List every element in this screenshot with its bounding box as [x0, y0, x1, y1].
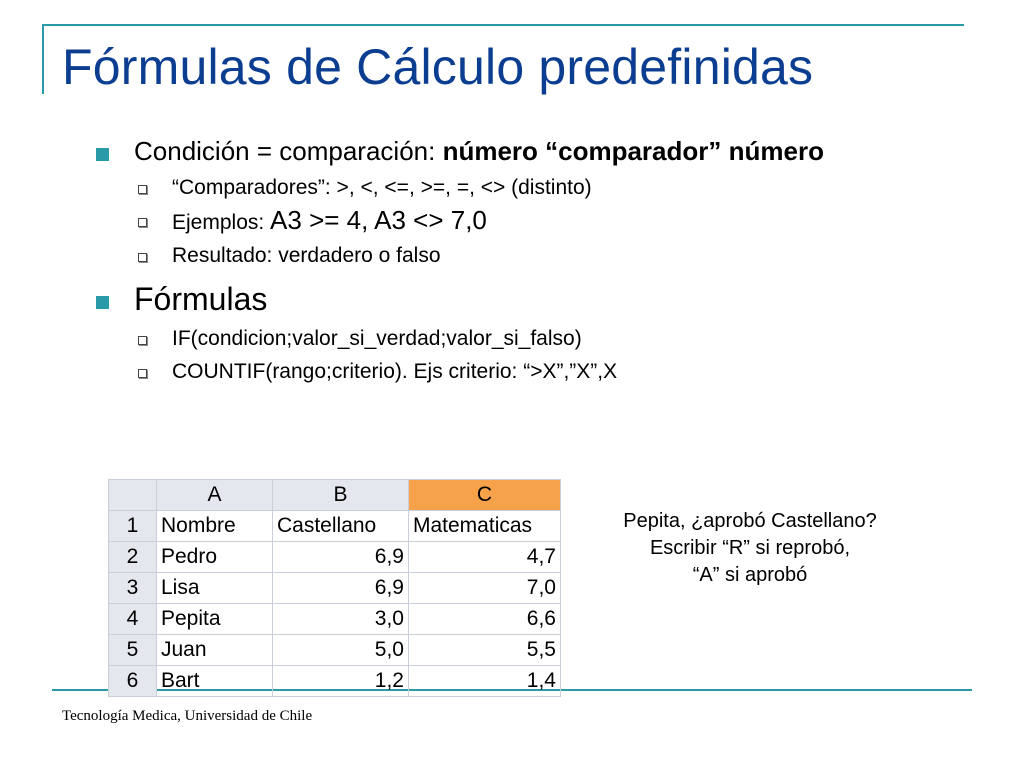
column-header-c: C [409, 480, 561, 511]
cell-matematicas: 1,4 [409, 666, 561, 697]
ejemplos-prefix: Ejemplos: [172, 211, 271, 234]
cell-matematicas: 5,5 [409, 635, 561, 666]
row-header: 2 [109, 542, 157, 573]
footer-text: Tecnología Medica, Universidad de Chile [62, 708, 313, 724]
if-formula-text: IF(condicion;valor_si_verdad;valor_si_falso) [172, 327, 582, 350]
resultado-text: Resultado: verdadero o falso [172, 244, 441, 267]
table-row [109, 666, 561, 697]
condicion-prefix: Condición = comparación: [134, 136, 443, 166]
cell-name: Juan [157, 635, 273, 666]
hollow-square-bullet-icon [138, 218, 147, 227]
cell-castellano: 3,0 [273, 604, 409, 635]
cell-castellano: 6,9 [273, 573, 409, 604]
cell-header-matematicas: Matematicas [409, 511, 561, 542]
slide-title: Fórmulas de Cálculo predefinidas [62, 39, 814, 95]
hollow-square-bullet-icon [138, 336, 147, 345]
frame-left-line [42, 24, 44, 94]
corner-cell [109, 480, 157, 511]
table-row [109, 635, 561, 666]
row-header: 1 [109, 511, 157, 542]
condicion-bold: número “comparador” número [442, 136, 824, 166]
hollow-square-bullet-icon [138, 185, 147, 194]
note-line-2: Escribir “R” si reprobó, [649, 537, 851, 559]
comparadores-text: “Comparadores”: >, <, <=, >=, =, <> (distinto) [172, 176, 592, 199]
frame-top-line [42, 24, 964, 26]
table-row [109, 604, 561, 635]
cell-name: Pedro [157, 542, 273, 573]
spreadsheet-table [108, 479, 561, 697]
row-header: 4 [109, 604, 157, 635]
column-header-b: B [273, 480, 409, 511]
cell-castellano: 5,0 [273, 635, 409, 666]
bullet-list [96, 136, 956, 384]
sub-bullet-comparadores [134, 175, 956, 200]
sub-bullet-resultado [134, 243, 956, 268]
formulas-sublist [134, 326, 956, 384]
bullet-formulas [96, 280, 956, 384]
sub-bullet-countif [134, 359, 956, 384]
ejemplos-expr: A3 >= 4, A3 <> 7,0 [270, 205, 487, 235]
bullet-condicion [96, 136, 956, 268]
hollow-square-bullet-icon [138, 253, 147, 262]
row-header: 3 [109, 573, 157, 604]
table-row [109, 511, 561, 542]
row-header: 6 [109, 666, 157, 697]
column-header-row [109, 480, 561, 511]
hollow-square-bullet-icon [138, 369, 147, 378]
question-note [575, 508, 925, 589]
table-row [109, 542, 561, 573]
table-row [109, 573, 561, 604]
countif-formula-text: COUNTIF(rango;criterio). Ejs criterio: “>X”,”X”,X [172, 360, 618, 383]
cell-name: Bart [157, 666, 273, 697]
cell-matematicas: 6,6 [409, 604, 561, 635]
row-header: 5 [109, 635, 157, 666]
cell-matematicas: 7,0 [409, 573, 561, 604]
cell-castellano: 1,2 [273, 666, 409, 697]
sub-bullet-ejemplos [134, 205, 956, 235]
cell-name: Pepita [157, 604, 273, 635]
cell-header-castellano: Castellano [273, 511, 409, 542]
cell-name: Lisa [157, 573, 273, 604]
square-bullet-icon [96, 296, 109, 309]
cell-matematicas: 4,7 [409, 542, 561, 573]
note-line-1: Pepita, ¿aprobó Castellano? [623, 510, 877, 532]
cell-castellano: 6,9 [273, 542, 409, 573]
column-header-a: A [157, 480, 273, 511]
square-bullet-icon [96, 148, 109, 161]
sub-bullet-if [134, 326, 956, 351]
condicion-sublist [134, 175, 956, 268]
note-line-3: “A” si aprobó [692, 564, 808, 586]
formulas-label: Fórmulas [134, 281, 268, 317]
cell-header-nombre: Nombre [157, 511, 273, 542]
